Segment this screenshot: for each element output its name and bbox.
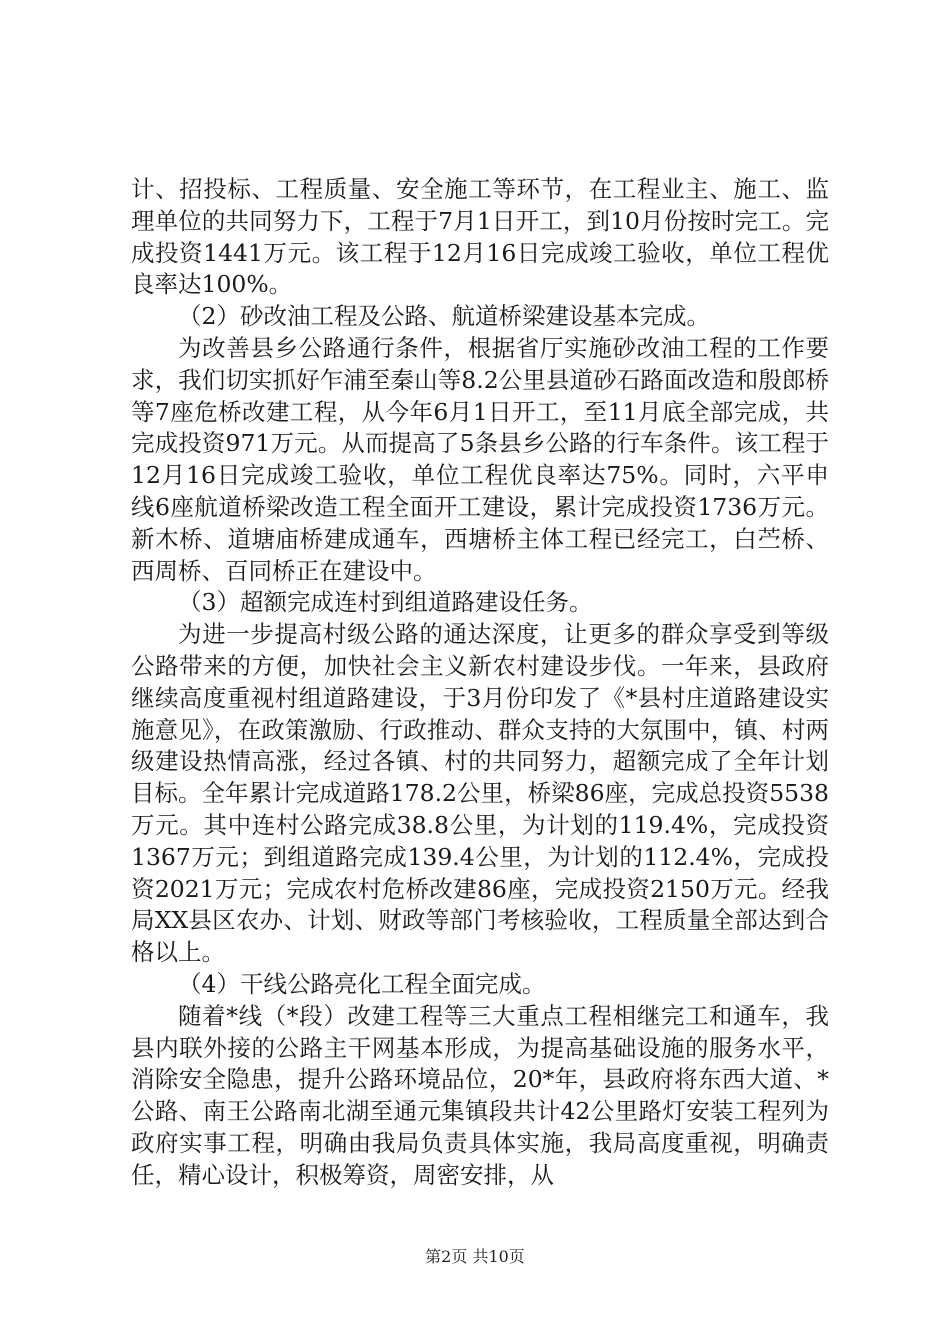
paragraph-village-roads: 为进一步提高村级公路的通达深度，让更多的群众享受到等级公路带来的方便，加快社会主义新农村建设步伐。一年来，县政府继续高度重视村组道路建设，于3月份印发了《*县村庄道路建设实施意见》，在政策激励、行政推动、群众支持的大氛围中，镇、村两级建设热情高涨，经过各镇、村的共同努力，超额完成了全年计划目标。全年累计完成道路178.2公里，桥梁86座，完成总投资5538万元。其中连村公路完成38.8公里，为计划的119.4%，完成投资1367万元；到组道路完成139.4公里，为计划的112.4%，完成投资2021万元；完成农村危桥改建86座，完成投资2150万元。经我局XX县区农办、计划、财政等部门考核验收，工程质量全部达到合格以上。 (131, 620, 829, 967)
section-heading-3: （3）超额完成连村到组道路建设任务。 (178, 588, 593, 617)
page-number-footer: 第2页 共10页 (425, 1247, 525, 1266)
paragraph-continuation: 计、招投标、工程质量、安全施工等环节，在工程业主、施工、监理单位的共同努力下，工程于7月1日开工，到10月份按时完工。完成投资1441万元。该工程于12月16日完成竣工验收，单位工程优良率达100%。 (131, 175, 829, 299)
paragraph-sand-to-oil: 为改善县乡公路通行条件，根据省厅实施砂改油工程的工作要求，我们切实抓好乍浦至秦山等8.2公里县道砂石路面改造和殷郎桥等7座危桥改建工程，从今年6月1日开工，至11月底全部完成，共完成投资971万元。从而提高了5条县乡公路的行车条件。该工程于12月16日完成竣工验收，单位工程优良率达75%。同时，六平申线6座航道桥梁改造工程全面开工建设，累计完成投资1736万元。新木桥、道塘庙桥建成通车，西塘桥主体工程已经完工，白苎桥、西周桥、百同桥正在建设中。 (131, 333, 829, 585)
section-heading-2: （2）砂改油工程及公路、航道桥梁建设基本完成。 (178, 302, 710, 331)
document-body (131, 174, 829, 1192)
section-heading-4: （4）干线公路亮化工程全面完成。 (178, 969, 546, 998)
paragraph-road-lighting: 随着*线（*段）改建工程等三大重点工程相继完工和通车，我县内联外接的公路主干网基本形成，为提高基础设施的服务水平，消除安全隐患，提升公路环境品位，20*年，县政府将东西大道、*公路、南王公路南北湖至通元集镇段共计42公里路灯安装工程列为政府实事工程，明确由我局负责具体实施，我局高度重视，明确责任，精心设计，积极筹资，周密安排，从 (131, 1001, 829, 1189)
